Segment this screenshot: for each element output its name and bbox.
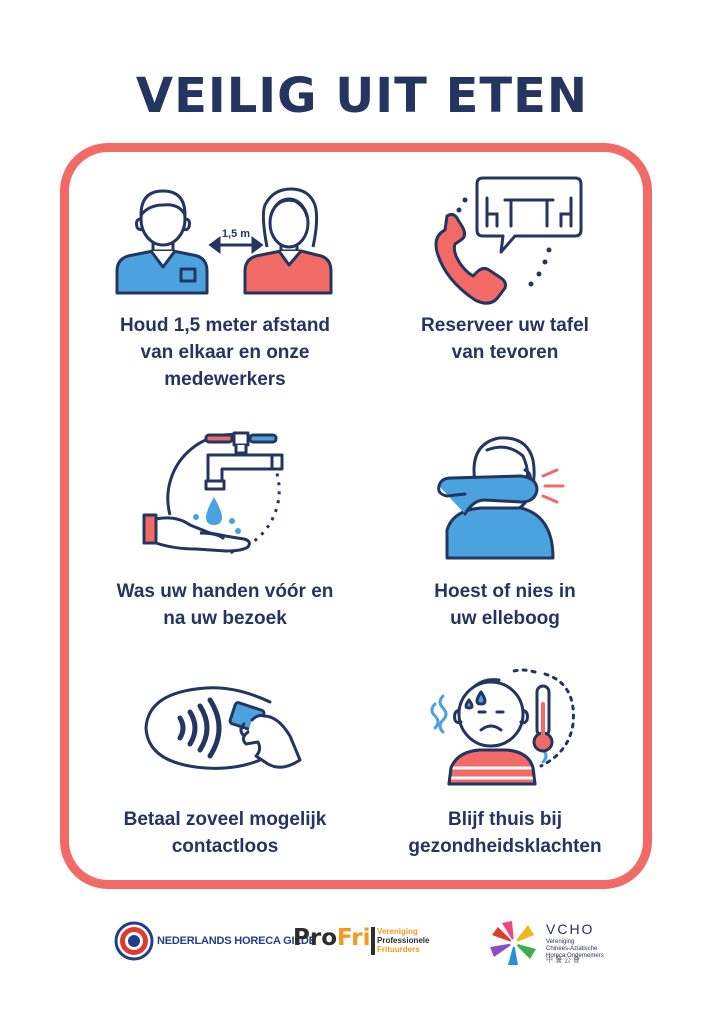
caption-distance: Houd 1,5 meter afstand van elkaar en onze medewerkers: [119, 315, 331, 390]
caption-sick: Blijf thuis bij gezondheidsklachten: [408, 809, 602, 857]
profri-subtitle: Vereniging Professionele Frituurders: [377, 927, 430, 954]
item-contactless: [75, 680, 375, 780]
cough-elbow-icon: [425, 430, 585, 565]
phone-reservation-icon: [415, 170, 595, 310]
item-reservation: [355, 170, 655, 310]
item-sick: [355, 664, 655, 789]
logo-vcho: [488, 915, 618, 975]
vcho-chinese: 中 餐 公 會: [546, 957, 580, 964]
sick-thermometer-icon: [425, 664, 585, 789]
contactless-payment-icon: [140, 680, 310, 780]
caption-cough: Hoest of nies in uw elleboog: [434, 581, 576, 629]
caption-contactless: Betaal zoveel mogelijk contactloos: [123, 809, 327, 857]
page-title: VEILIG UIT ETEN: [135, 68, 589, 124]
vcho-emblem-icon: [488, 917, 540, 969]
nhg-name: NEDERLANDS HORECA GILDE: [157, 935, 316, 947]
distance-people-icon: [105, 185, 335, 305]
vcho-subtitle: Vereniging Chinees-Aziatische Horeca Ondernemers: [546, 939, 604, 959]
item-distance: [70, 185, 370, 305]
logo-profri: [293, 915, 443, 975]
item-handwashing: [75, 425, 375, 565]
vcho-name: VCHO: [546, 921, 595, 937]
item-cough: [355, 430, 655, 565]
profri-divider: [371, 927, 375, 955]
profri-name: ProFri: [293, 925, 371, 951]
logo-nhg: [112, 915, 316, 975]
distance-label: 1,5 m: [221, 228, 251, 240]
hand-washing-icon: [140, 425, 310, 565]
caption-handwashing: Was uw handen vóór en na uw bezoek: [116, 581, 334, 629]
nhg-emblem-icon: [114, 921, 154, 961]
caption-reservation: Reserveer uw tafel van tevoren: [421, 315, 589, 363]
